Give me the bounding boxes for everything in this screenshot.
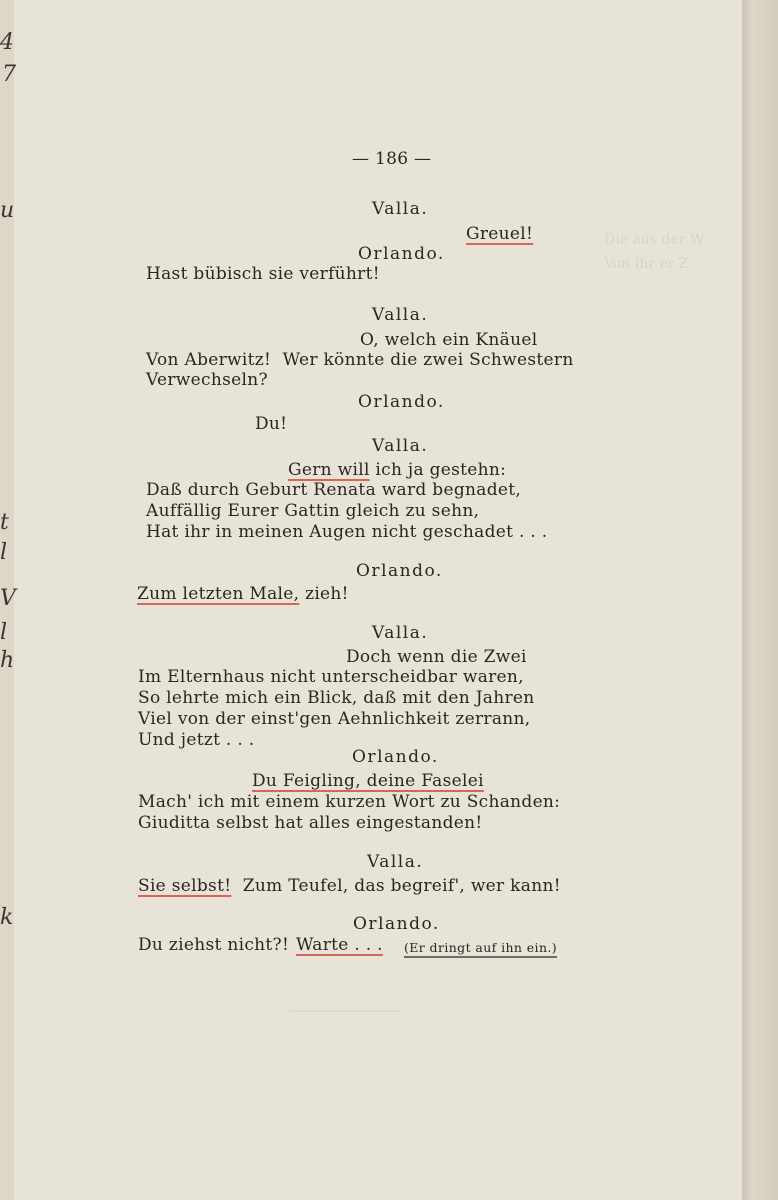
next-page-edge xyxy=(742,0,778,1200)
verse-line: Auffällig Eurer Gattin gleich zu sehn, xyxy=(146,501,480,521)
verse-line: Mach' ich mit einem kurzen Wort zu Schanden: xyxy=(138,792,561,812)
pencil-mark: 4 xyxy=(0,30,14,55)
speaker-name: Valla. xyxy=(372,623,429,643)
verse-line: Viel von der einst'gen Aehnlichkeit zerrann, xyxy=(138,709,531,729)
pencil-mark: t xyxy=(0,510,9,535)
verse-line: Von Aberwitz! Wer könnte die zwei Schwestern xyxy=(146,350,574,370)
speaker-name: Valla. xyxy=(372,436,429,456)
pencil-mark: u xyxy=(0,198,15,223)
speaker-name: Valla. xyxy=(367,852,424,872)
speaker-name: Orlando. xyxy=(358,392,445,412)
verse-rest: ich ja gestehn: xyxy=(369,460,507,480)
verse-rest: zieh! xyxy=(299,584,349,604)
verse-line: Im Elternhaus nicht unterscheidbar waren, xyxy=(138,667,524,687)
verse-line: Greuel! xyxy=(466,224,534,244)
verse-rest: Zum Teufel, das begreif', wer kann! xyxy=(231,876,561,896)
stage-direction: (Er dringt auf ihn ein.) xyxy=(404,940,558,955)
verse-line: Giuditta selbst hat alles eingestanden! xyxy=(138,813,483,833)
verse-line: Daß durch Geburt Renata ward begnadet, xyxy=(146,480,522,500)
verse-line: Hat ihr in meinen Augen nicht geschadet . . . xyxy=(146,522,548,542)
verse-line: Und jetzt . . . xyxy=(138,730,255,750)
pencil-mark: l xyxy=(0,620,8,645)
speaker-name: Orlando. xyxy=(353,914,440,934)
verse-line: O, welch ein Knäuel xyxy=(360,330,538,350)
underlined-phrase: Zum letzten Male, xyxy=(137,584,300,604)
speaker-name: Valla. xyxy=(372,199,429,219)
bleed-through: ───────────── xyxy=(290,1004,400,1020)
verse-line: Warte . . . xyxy=(296,935,383,955)
verse-line: Hast bübisch sie verführt! xyxy=(146,264,380,284)
verse-line: Du Feigling, deine Faselei xyxy=(252,771,484,791)
pencil-mark: 7 xyxy=(2,62,16,87)
verse-line: Verwechseln? xyxy=(146,370,268,390)
speaker-name: Orlando. xyxy=(356,561,443,581)
bleed-through: Die aus der W xyxy=(604,232,705,248)
speaker-name: Valla. xyxy=(372,305,429,325)
verse-line xyxy=(137,583,349,605)
verse-line xyxy=(288,459,506,481)
verse-line: So lehrte mich ein Blick, daß mit den Jahren xyxy=(138,688,535,708)
pencil-mark: k xyxy=(0,905,14,930)
pencil-mark: V xyxy=(0,586,16,611)
verse-line: Doch wenn die Zwei xyxy=(346,647,527,667)
verse-line: Du ziehst nicht?! xyxy=(138,935,290,955)
speaker-name: Orlando. xyxy=(352,747,439,767)
speaker-name: Orlando. xyxy=(358,244,445,264)
underlined-phrase: Gern will xyxy=(288,460,370,480)
pencil-mark: h xyxy=(0,648,15,673)
pencil-mark: l xyxy=(0,540,8,565)
page-number: — 186 — xyxy=(352,149,432,169)
verse-line xyxy=(138,875,561,897)
underlined-phrase: Sie selbst! xyxy=(138,876,232,896)
bleed-through: Von ihr er Z xyxy=(604,256,689,272)
verse-line: Du! xyxy=(255,414,288,434)
